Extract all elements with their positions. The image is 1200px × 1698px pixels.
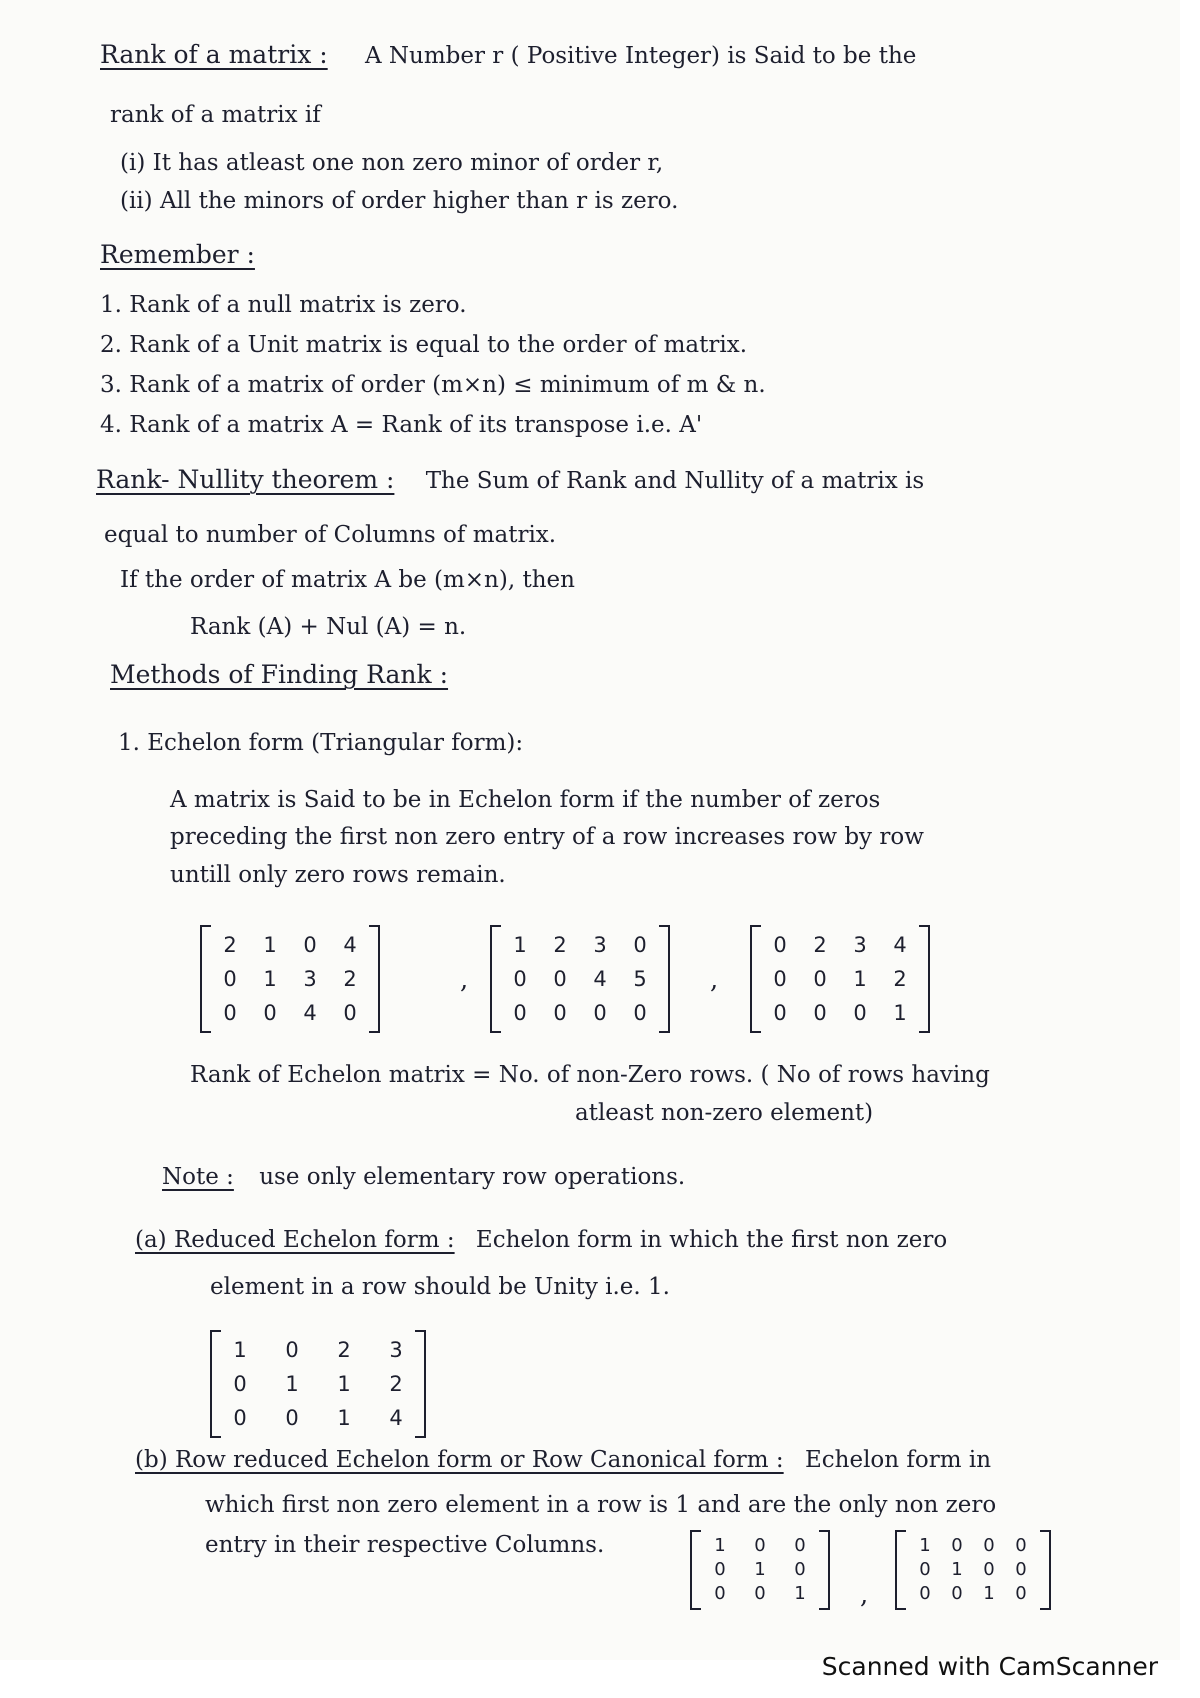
rank-rule: Rank of Echelon matrix = No. of non-Zero rows. ( No of rows having [190, 1062, 990, 1088]
remember-item: 4. Rank of a matrix A = Rank of its transpose i.e. A' [100, 412, 703, 438]
matrix-cell: 0 [773, 1001, 787, 1025]
echelon-desc-3: untill only zero rows remain. [170, 862, 506, 888]
matrix-example-2 [490, 925, 670, 1033]
echelon-desc-1: A matrix is Said to be in Echelon form if the number of zeros [170, 787, 881, 813]
matrix-cell: 0 [1015, 1559, 1027, 1580]
matrix-cell: 0 [633, 933, 647, 957]
reduced-block [135, 1225, 947, 1255]
reduced-text-1: Echelon form in which the first non zero [475, 1227, 948, 1253]
matrix-cell: 2 [343, 967, 357, 991]
reduced-label: (a) Reduced Echelon form : [135, 1227, 455, 1253]
matrix-cell: 3 [853, 933, 867, 957]
matrix-cell: 0 [553, 967, 567, 991]
matrix-cell: 2 [223, 933, 237, 957]
matrix-cell: 3 [593, 933, 607, 957]
matrix-cell: 0 [919, 1559, 931, 1580]
definition-block [100, 40, 916, 71]
matrix-cell: 0 [714, 1559, 726, 1580]
matrix-cell: 2 [553, 933, 567, 957]
matrix-cell: 0 [263, 1001, 277, 1025]
matrix-cell: 4 [389, 1406, 403, 1430]
matrix-cell: 2 [337, 1338, 351, 1362]
matrix-separator: , [710, 965, 719, 995]
canonical-text-3: entry in their respective Columns. [205, 1532, 605, 1558]
matrix-cell: 0 [794, 1535, 806, 1556]
echelon-desc-2: preceding the first non zero entry of a row increases row by row [170, 824, 924, 850]
matrix-cell: 2 [389, 1372, 403, 1396]
canonical-text-1: Echelon form in [804, 1447, 992, 1473]
canonical-block [135, 1445, 991, 1475]
matrix-cell: 1 [794, 1583, 806, 1604]
matrix-cell: 1 [754, 1559, 766, 1580]
matrix-cell: 1 [263, 967, 277, 991]
nullity-line-2: equal to number of Columns of matrix. [104, 522, 557, 548]
nullity-line-1: The Sum of Rank and Nullity of a matrix is [425, 468, 925, 494]
matrix-cell: 5 [633, 967, 647, 991]
matrix-cell: 0 [754, 1583, 766, 1604]
matrix-cell: 1 [337, 1372, 351, 1396]
echelon-heading: 1. Echelon form (Triangular form): [118, 730, 524, 756]
remember-item: 1. Rank of a null matrix is zero. [100, 292, 467, 318]
matrix-cell: 1 [337, 1406, 351, 1430]
methods-heading: Methods of Finding Rank : [110, 660, 449, 689]
matrix-cell: 0 [343, 1001, 357, 1025]
matrix-cell: 4 [303, 1001, 317, 1025]
matrix-canonical-example-1 [690, 1530, 830, 1610]
matrix-cell: 1 [893, 1001, 907, 1025]
matrix-cell: 0 [1015, 1583, 1027, 1604]
note-label: Note : [162, 1164, 234, 1190]
matrix-cell: 0 [983, 1559, 995, 1580]
matrix-cell: 0 [593, 1001, 607, 1025]
matrix-cell: 0 [233, 1372, 247, 1396]
definition-condition-1: (i) It has atleast one non zero minor of order r, [120, 150, 664, 176]
matrix-cell: 4 [893, 933, 907, 957]
matrix-cell: 0 [951, 1535, 963, 1556]
matrix-cell: 0 [303, 933, 317, 957]
matrix-cell: 1 [513, 933, 527, 957]
matrix-separator: , [860, 1580, 869, 1610]
matrix-cell: 0 [714, 1583, 726, 1604]
matrix-cell: 0 [285, 1338, 299, 1362]
matrix-cell: 0 [951, 1583, 963, 1604]
matrix-cell: 0 [513, 1001, 527, 1025]
remember-item: 3. Rank of a matrix of order (m×n) ≤ minimum of m & n. [100, 372, 766, 398]
nullity-formula: Rank (A) + Nul (A) = n. [190, 614, 467, 640]
matrix-cell: 4 [593, 967, 607, 991]
rank-rule-2: atleast non-zero element) [575, 1100, 874, 1126]
matrix-cell: 0 [285, 1406, 299, 1430]
matrix-cell: 1 [263, 933, 277, 957]
canonical-label: (b) Row reduced Echelon form or Row Canonical form : [135, 1447, 784, 1473]
matrix-cell: 0 [813, 967, 827, 991]
matrix-cell: 0 [773, 967, 787, 991]
nullity-heading: Rank- Nullity theorem : [96, 465, 395, 494]
matrix-example-3 [750, 925, 930, 1033]
reduced-text-2: element in a row should be Unity i.e. 1. [210, 1274, 670, 1300]
matrix-cell: 0 [553, 1001, 567, 1025]
matrix-cell: 3 [303, 967, 317, 991]
matrix-cell: 0 [1015, 1535, 1027, 1556]
matrix-cell: 1 [951, 1559, 963, 1580]
matrix-cell: 0 [223, 967, 237, 991]
matrix-cell: 0 [633, 1001, 647, 1025]
matrix-cell: 1 [714, 1535, 726, 1556]
matrix-cell: 2 [813, 933, 827, 957]
matrix-cell: 1 [919, 1535, 931, 1556]
matrix-cell: 0 [813, 1001, 827, 1025]
definition-line-1: A Number r ( Positive Integer) is Said to be the [365, 43, 917, 69]
matrix-cell: 0 [919, 1583, 931, 1604]
remember-item: 2. Rank of a Unit matrix is equal to the order of matrix. [100, 332, 747, 358]
note-text: use only elementary row operations. [259, 1164, 686, 1190]
matrix-cell: 4 [343, 933, 357, 957]
definition-condition-2: (ii) All the minors of order higher than r is zero. [120, 188, 679, 214]
matrix-cell: 0 [513, 967, 527, 991]
matrix-cell: 0 [754, 1535, 766, 1556]
remember-heading: Remember : [100, 240, 255, 269]
canonical-text-2: which first non zero element in a row is 1 and are the only non zero [205, 1492, 997, 1518]
matrix-cell: 0 [773, 933, 787, 957]
matrix-cell: 0 [233, 1406, 247, 1430]
matrix-canonical-example-2 [895, 1530, 1051, 1610]
matrix-cell: 1 [233, 1338, 247, 1362]
nullity-block [96, 465, 924, 496]
matrix-cell: 0 [794, 1559, 806, 1580]
scanner-watermark: Scanned with CamScanner [821, 1652, 1158, 1681]
matrix-cell: 0 [223, 1001, 237, 1025]
matrix-cell: 0 [983, 1535, 995, 1556]
definition-heading: Rank of a matrix : [100, 40, 328, 69]
matrix-cell: 1 [285, 1372, 299, 1396]
matrix-reduced-example [210, 1330, 426, 1438]
definition-line-2: rank of a matrix if [110, 102, 321, 128]
matrix-separator: , [460, 965, 469, 995]
nullity-line-3: If the order of matrix A be (m×n), then [120, 567, 575, 593]
matrix-cell: 3 [389, 1338, 403, 1362]
matrix-cell: 1 [983, 1583, 995, 1604]
note-block [162, 1162, 685, 1192]
matrix-cell: 0 [853, 1001, 867, 1025]
matrix-cell: 2 [893, 967, 907, 991]
matrix-cell: 1 [853, 967, 867, 991]
matrix-example-1 [200, 925, 380, 1033]
